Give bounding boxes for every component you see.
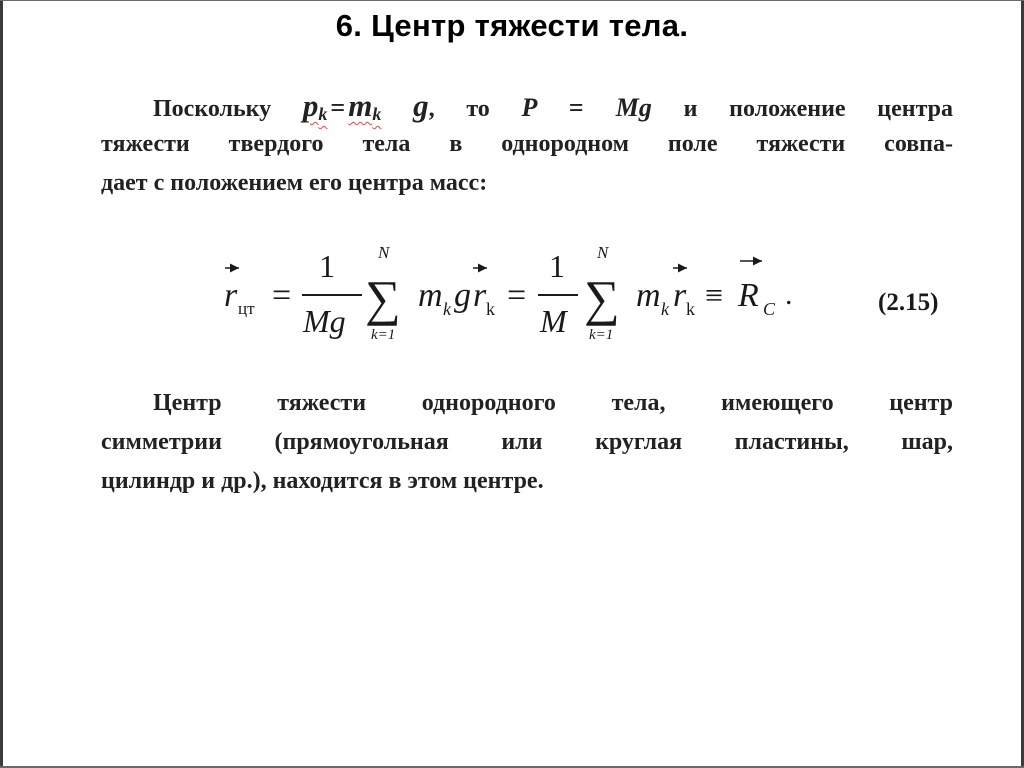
- paragraph-symmetry-line-3: цилиндр и др.), находится в этом центре.: [101, 468, 544, 494]
- paragraph-intro-line-1: [101, 86, 953, 125]
- formula-equiv: ≡: [705, 277, 724, 313]
- paragraph-intro-line-3: дает с положением его центра масс:: [101, 170, 488, 196]
- formula-equals-1: =: [272, 277, 292, 314]
- inline-formula-pk-mkg: [302, 88, 429, 124]
- formula-r-k-2-subscript: k: [686, 299, 695, 319]
- symbol-p: p: [302, 88, 319, 123]
- symbol-p-subscript: k: [318, 104, 328, 124]
- symbol-m: m: [348, 88, 373, 123]
- formula-r-ct-subscript: цт: [238, 299, 255, 318]
- formula-r-k-1: r: [473, 277, 487, 314]
- formula-R: R: [738, 277, 759, 314]
- formula-final-dot: .: [785, 278, 793, 311]
- slide-left-border: [0, 0, 3, 768]
- symbol-g: g: [413, 88, 429, 123]
- slide-title: 6. Центр тяжести тела.: [335, 8, 689, 43]
- symbol-m-subscript: k: [372, 104, 382, 124]
- intro-line-1-rest: и положение центра: [683, 96, 954, 122]
- formula-m-1-subscript: k: [443, 299, 451, 319]
- intro-comma-to: , то: [428, 96, 490, 122]
- formula-numerator-1: 1: [319, 248, 335, 284]
- formula-m-2: m: [636, 277, 661, 314]
- inline-formula-P-Mg: P = Mg: [521, 93, 652, 122]
- formula-g: g: [454, 277, 471, 314]
- formula-r-ct: r: [224, 277, 238, 314]
- paragraph-intro: [101, 86, 953, 203]
- slide-top-border: [0, 0, 1024, 1]
- formula-denominator-M: M: [540, 303, 567, 339]
- formula-2-15: [222, 236, 822, 346]
- sum-2-upper-N: N: [597, 243, 609, 262]
- paragraph-intro-line-2: тяжести твердого тела в однородном поле тяжести совпа-: [101, 131, 953, 157]
- sum-2-lower-k1: k=1: [589, 327, 614, 343]
- formula-denominator-Mg: Mg: [303, 303, 346, 339]
- formula-m-2-subscript: k: [661, 299, 669, 319]
- sum-1-sigma: ∑: [365, 270, 401, 326]
- formula-m-1: m: [418, 277, 443, 314]
- formula-numerator-2: 1: [549, 248, 565, 284]
- sum-1-upper-N: N: [378, 243, 390, 262]
- equation-number: (2.15): [878, 289, 939, 316]
- formula-r-k-1-subscript: k: [486, 299, 495, 319]
- intro-lead-word: Поскольку: [153, 96, 272, 122]
- symbol-equals: =: [330, 93, 346, 122]
- paragraph-symmetry: [101, 384, 953, 501]
- formula-equals-2: =: [507, 277, 527, 314]
- formula-R-subscript: C: [763, 299, 776, 319]
- sum-2-sigma: ∑: [584, 270, 620, 326]
- formula-r-k-2: r: [673, 277, 687, 314]
- sum-1-lower-k1: k=1: [371, 327, 396, 343]
- paragraph-symmetry-line-2: симметрии (прямоугольная или круглая пластины, шар,: [101, 429, 953, 455]
- paragraph-symmetry-line-1: Центр тяжести однородного тела, имеющего центр: [153, 390, 953, 416]
